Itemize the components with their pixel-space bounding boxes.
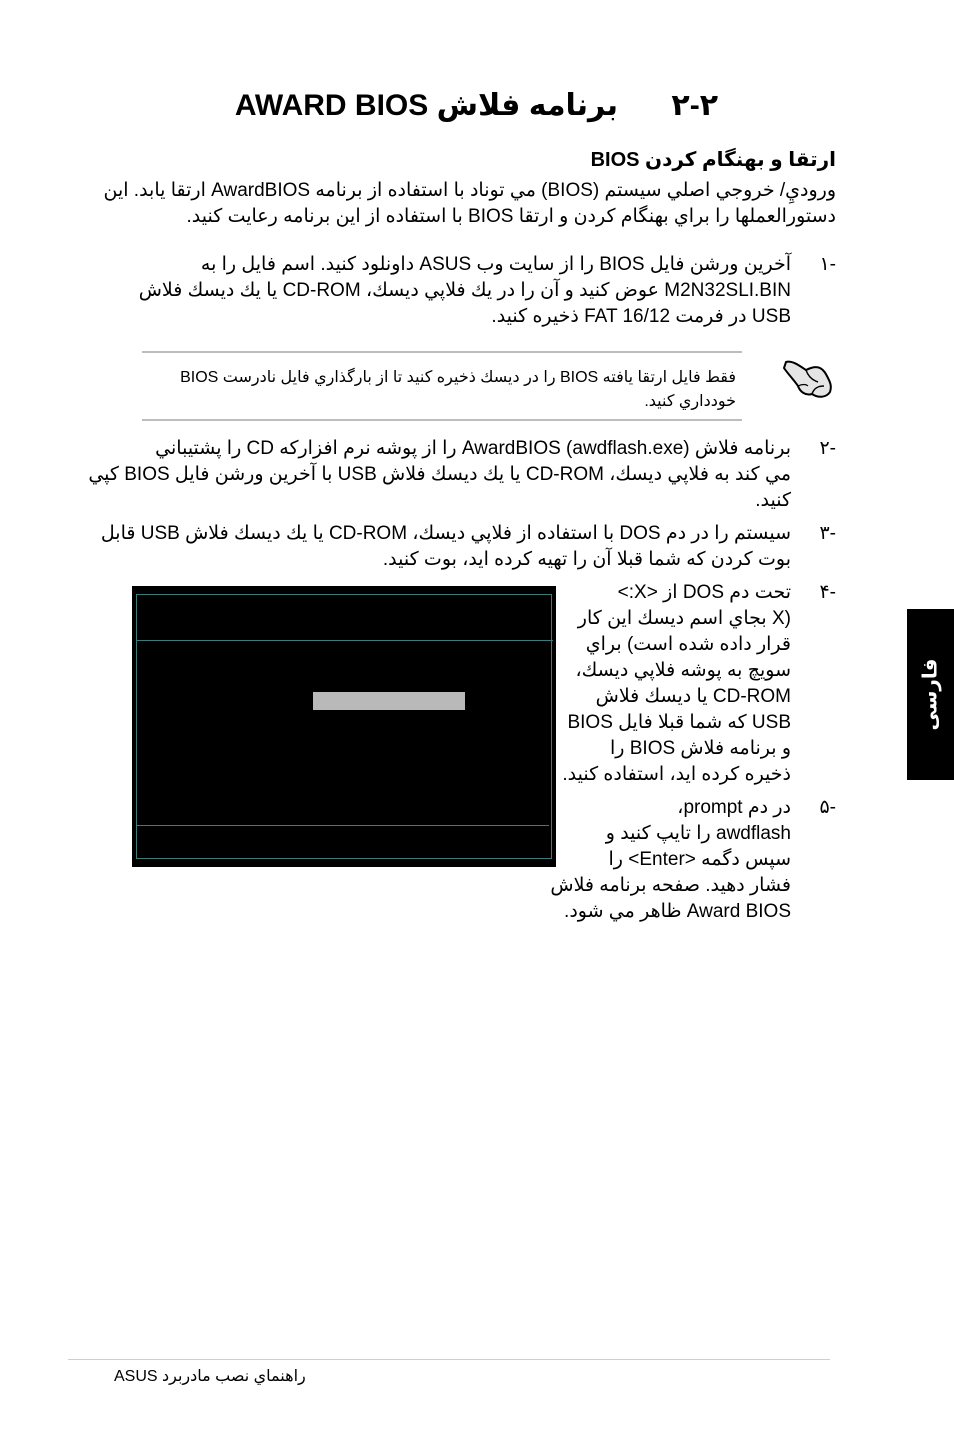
step-line: ذخيره کرده ايد، استفاده کنيد. — [562, 764, 791, 785]
screen-footer-line — [137, 825, 549, 826]
intro-line: وروديِ/ خروجي اصلي سيستم (BIOS) مي توناد با استفاده از برنامه AwardBIOS ارتقا يابد. اين — [103, 180, 836, 201]
subheading: ارتقا و بهنگام کردن BIOS — [590, 149, 836, 171]
note-line: خودداري کنيد. — [644, 393, 736, 410]
step-line: USB که شما قبلا فايل BIOS — [567, 712, 791, 733]
screen-header-line — [137, 640, 553, 641]
step-line: سيستم را در دم DOS با استفاده از فلاپي ديسك، CD-ROM يا يك ديسك فلاش USB قابل — [100, 523, 791, 544]
step-line: تحت دم DOS از <X:> — [617, 582, 791, 603]
step-line: (X بجاي اسم ديسك اين کار — [577, 608, 791, 629]
screen-highlight-bar — [313, 692, 465, 710]
note-bottom-rule — [142, 419, 742, 421]
note-line: فقط فايل ارتقا يافته BIOS را در ديسك ذخيره کنيد تا از بارگذاري فايل نادرست BIOS — [180, 369, 736, 386]
hand-note-icon — [778, 352, 838, 402]
bios-flash-screenshot — [132, 586, 556, 867]
intro-line: دستورالعملها را براي بهنگام کردن و ارتقا BIOS با استفاده از اين برنامه رعايت کنيد. — [186, 206, 836, 227]
step-body — [550, 795, 791, 925]
step-line: سپس دگمه <Enter> را — [608, 849, 791, 870]
step-line: M2N32SLI.BIN عوض کنيد و آن را در يك فلاپي ديسك، CD-ROM يا يك ديسك فلاش — [138, 280, 791, 301]
step-body — [562, 580, 791, 788]
step-line: USB در فرمت FAT 16/12 ذخيره کنيد. — [491, 306, 791, 327]
step-5 — [550, 795, 836, 930]
step-line: برنامه فلاش AwardBIOS (awdflash.exe) را از پوشه نرم افزاركه CD را پشتيباني — [155, 438, 791, 459]
step-line: و برنامه فلاش BIOS را — [610, 738, 791, 759]
step-line: CD-ROM يا ديسك فلاش — [595, 686, 791, 707]
footer-text: راهنماي نصب مادربرد ASUS — [114, 1368, 306, 1385]
language-tab-label: فارسی — [920, 658, 942, 731]
note-top-rule — [142, 351, 742, 353]
step-line: کنيد. — [755, 490, 791, 511]
step-2 — [88, 436, 836, 516]
step-body — [88, 436, 791, 514]
step-line: فشار دهيد. صفحه برنامه فلاش — [550, 875, 791, 896]
step-1 — [116, 252, 836, 332]
section-title-text: AWARD BIOS برنامه فلاش — [234, 89, 618, 122]
section-number: ٢-٢ — [671, 89, 718, 122]
step-line: قرار داده شده است) براي — [585, 634, 791, 655]
step-3 — [100, 521, 836, 575]
step-body — [101, 521, 791, 573]
step-line: بوت کردن که شما قبلا آن را تهيه کرده ايد، بوت کنيد. — [382, 549, 791, 570]
screen-frame — [136, 594, 552, 859]
step-line: آخرين ورشن فايل BIOS را از سايت وب ASUS داونلود کنيد. اسم فايل را به — [200, 254, 791, 275]
footer-rule — [68, 1359, 830, 1360]
step-body — [139, 252, 791, 330]
step-number: -١ — [819, 254, 836, 275]
note-text — [180, 366, 736, 414]
step-line: awdflash را تايپ کنيد و — [605, 823, 791, 844]
step-number: -۴ — [819, 582, 836, 603]
section-title — [116, 88, 836, 128]
step-line: سويچ به پوشه فلاپي ديسك، — [575, 660, 791, 681]
step-number: -۵ — [819, 797, 836, 818]
step-line: Award BIOS ظاهر مي شود. — [564, 901, 791, 922]
step-number: -٢ — [819, 438, 836, 459]
step-line: مي کند به فلاپي ديسك، CD-ROM يا يك ديسك فلاش USB با آخرين ورشن فايل BIOS کپي — [88, 464, 791, 485]
step-line: در دم prompt، — [677, 797, 791, 818]
step-4 — [562, 580, 836, 790]
step-number: -٣ — [819, 523, 836, 544]
language-side-tab — [907, 609, 954, 780]
intro-paragraph — [103, 178, 836, 230]
